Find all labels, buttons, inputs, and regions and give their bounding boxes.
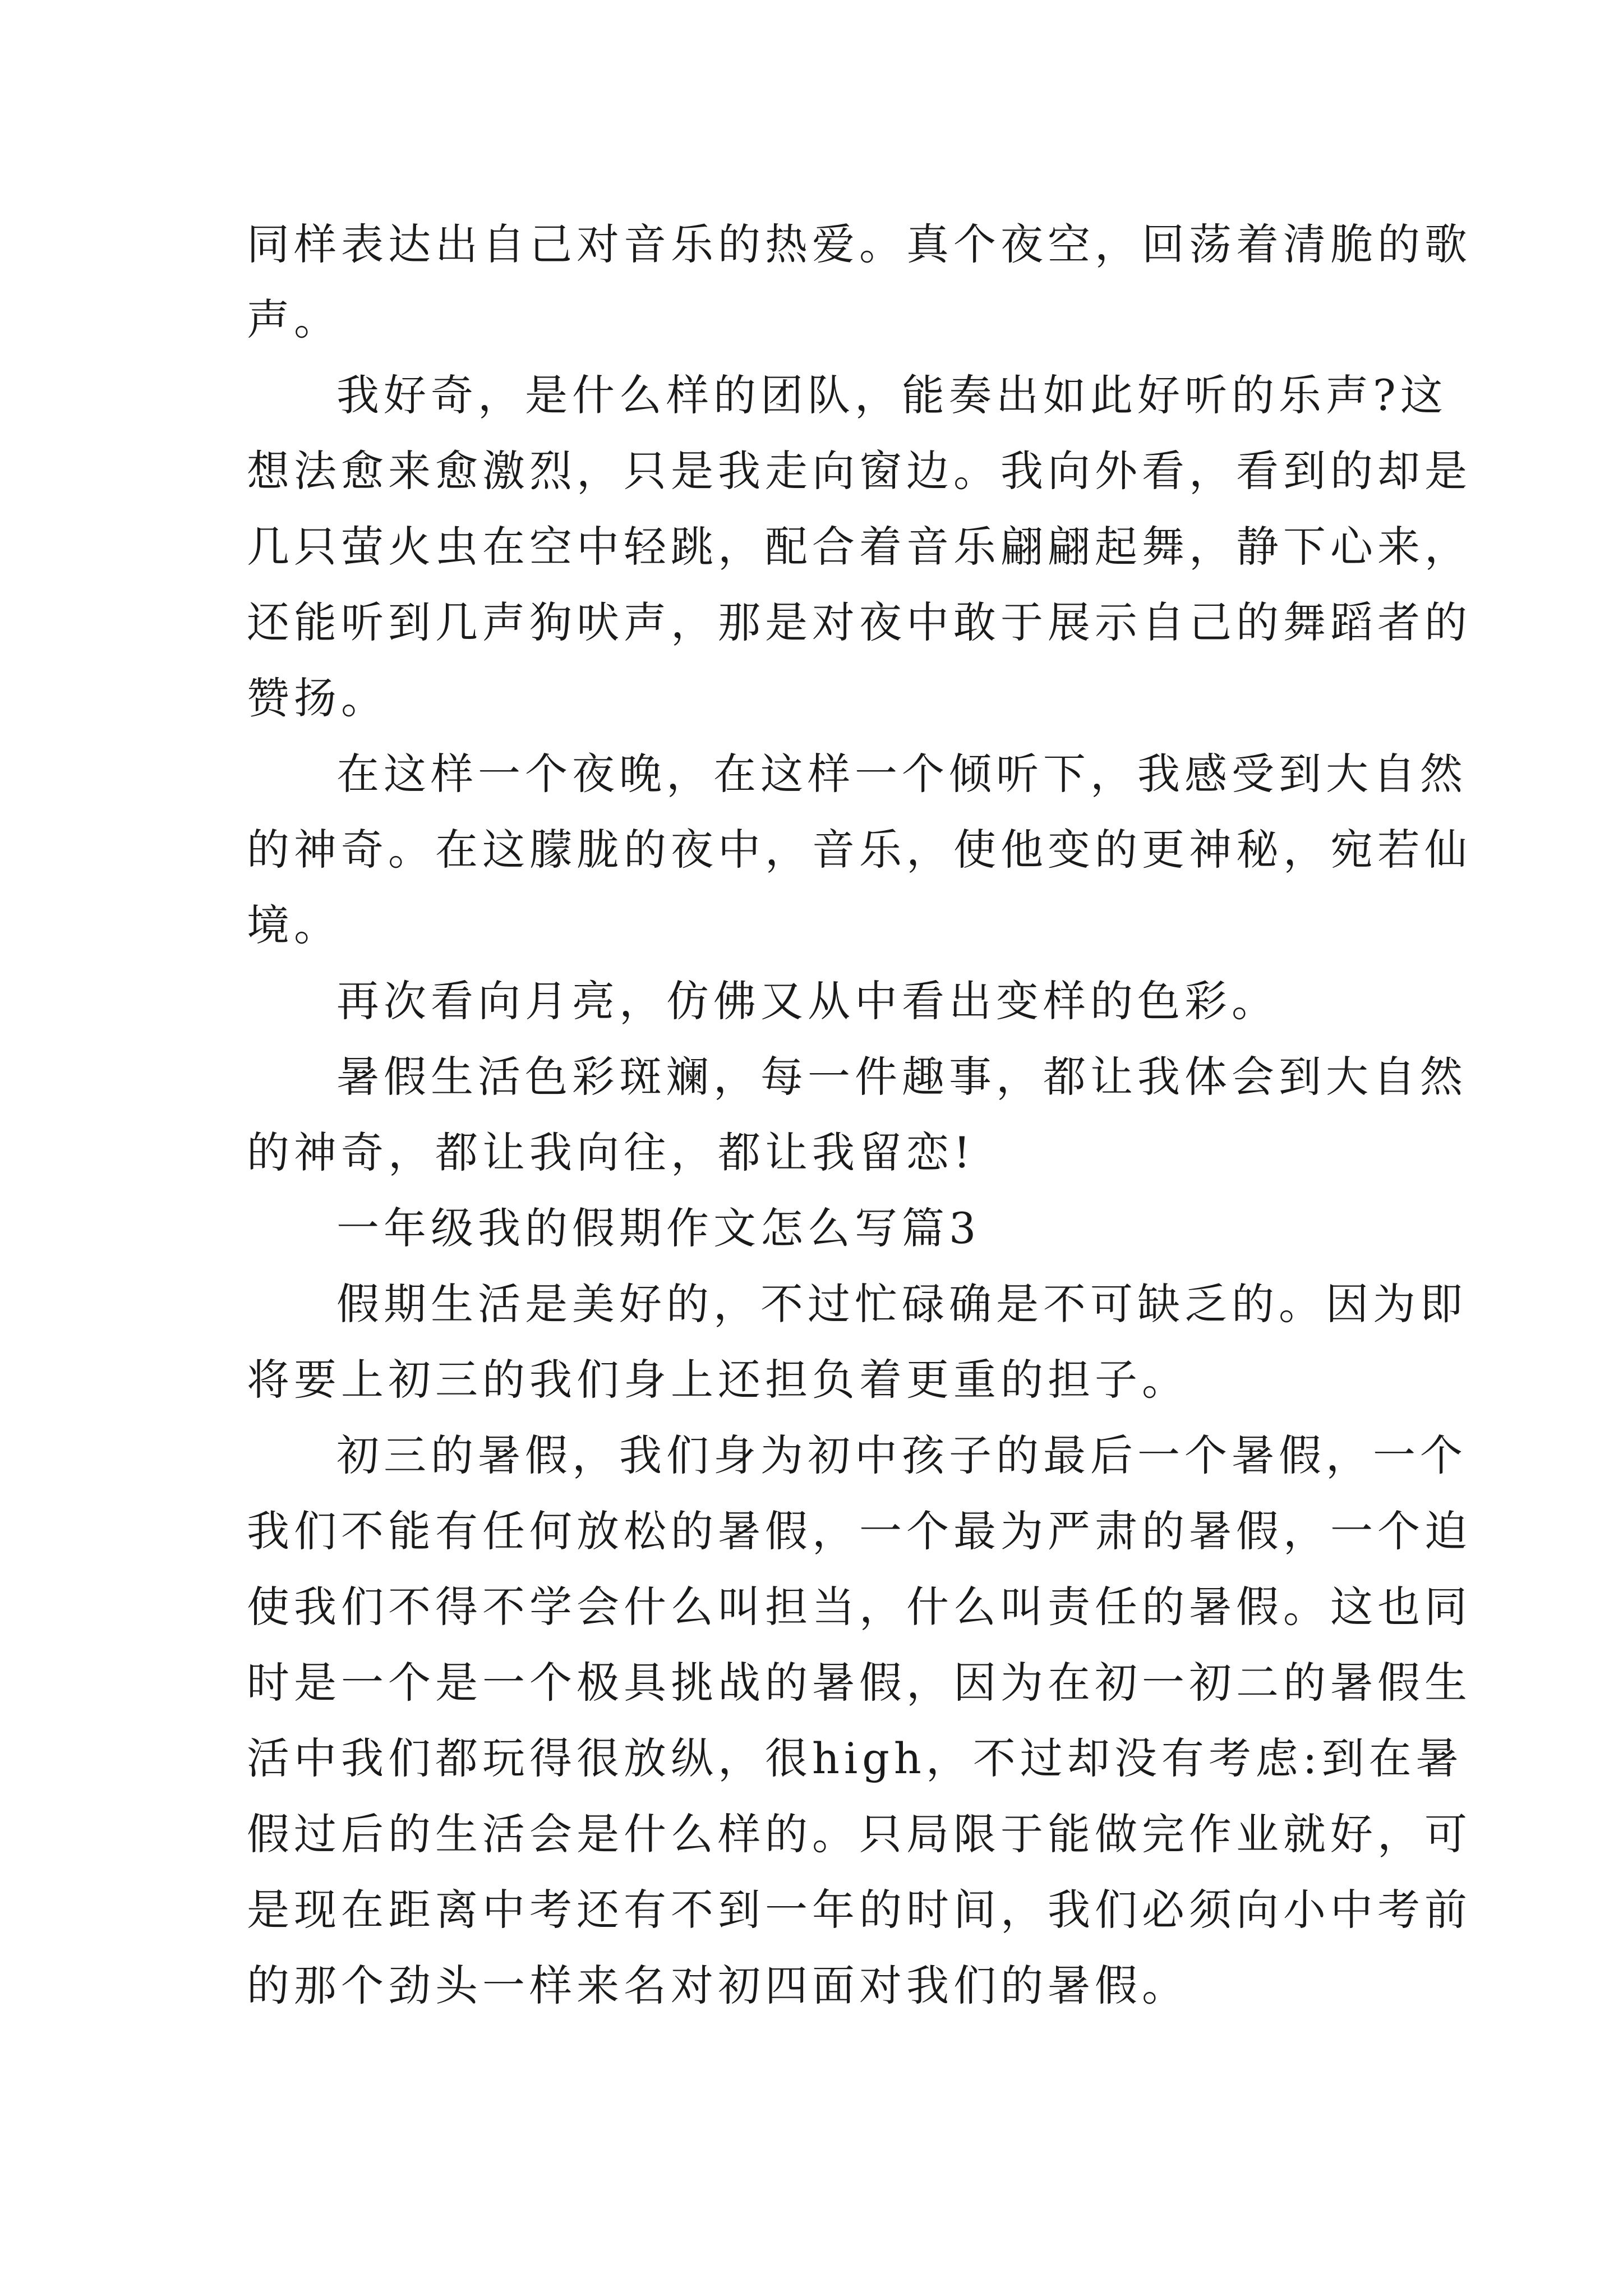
text-line: 的那个劲头一样来名对初四面对我们的暑假。: [247, 1961, 1189, 2010]
text-line: 几只萤火虫在空中轻跳，配合着音乐翩翩起舞，静下心来，: [247, 522, 1472, 572]
text-line: 初三的暑假，我们身为初中孩子的最后一个暑假，一个: [336, 1430, 1467, 1480]
text-line: 将要上初三的我们身上还担负着更重的担子。: [247, 1355, 1189, 1405]
text-line: 使我们不得不学会什么叫担当，什么叫责任的暑假。这也同: [247, 1582, 1472, 1632]
text-line: 是现在距离中考还有不到一年的时间，我们必须向小中考前: [247, 1885, 1472, 1935]
text-line: 想法愈来愈激烈，只是我走向窗边。我向外看，看到的却是: [247, 446, 1472, 496]
section-heading: 一年级我的假期作文怎么写篇3: [336, 1203, 981, 1253]
text-line: 假期生活是美好的，不过忙碌确是不可缺乏的。因为即: [336, 1279, 1467, 1329]
text-line: 活中我们都玩得很放纵，很high，不过却没有考虑:到在暑: [247, 1733, 1463, 1783]
text-line: 的神奇，都让我向往，都让我留恋!: [247, 1128, 975, 1177]
text-line: 再次看向月亮，仿佛又从中看出变样的色彩。: [336, 976, 1279, 1026]
text-line: 同样表达出自己对音乐的热爱。真个夜空，回荡着清脆的歌: [247, 219, 1472, 269]
text-line: 声。: [247, 295, 341, 344]
text-line: 的神奇。在这朦胧的夜中，音乐，使他变的更神秘，宛若仙: [247, 825, 1472, 875]
text-line: 假过后的生活会是什么样的。只局限于能做完作业就好，可: [247, 1809, 1472, 1859]
text-line: 赞扬。: [247, 673, 388, 723]
text-line: 暑假生活色彩斑斓，每一件趣事，都让我体会到大自然: [336, 1052, 1467, 1102]
text-line: 我们不能有任何放松的暑假，一个最为严肃的暑假，一个迫: [247, 1506, 1472, 1556]
text-line: 还能听到几声狗吠声，那是对夜中敢于展示自己的舞蹈者的: [247, 597, 1472, 647]
text-line: 我好奇，是什么样的团队，能奏出如此好听的乐声?这: [336, 370, 1447, 420]
text-line: 在这样一个夜晚，在这样一个倾听下，我感受到大自然: [336, 749, 1467, 799]
text-line: 时是一个是一个极具挑战的暑假，因为在初一初二的暑假生: [247, 1658, 1472, 1708]
text-line: 境。: [247, 900, 341, 950]
